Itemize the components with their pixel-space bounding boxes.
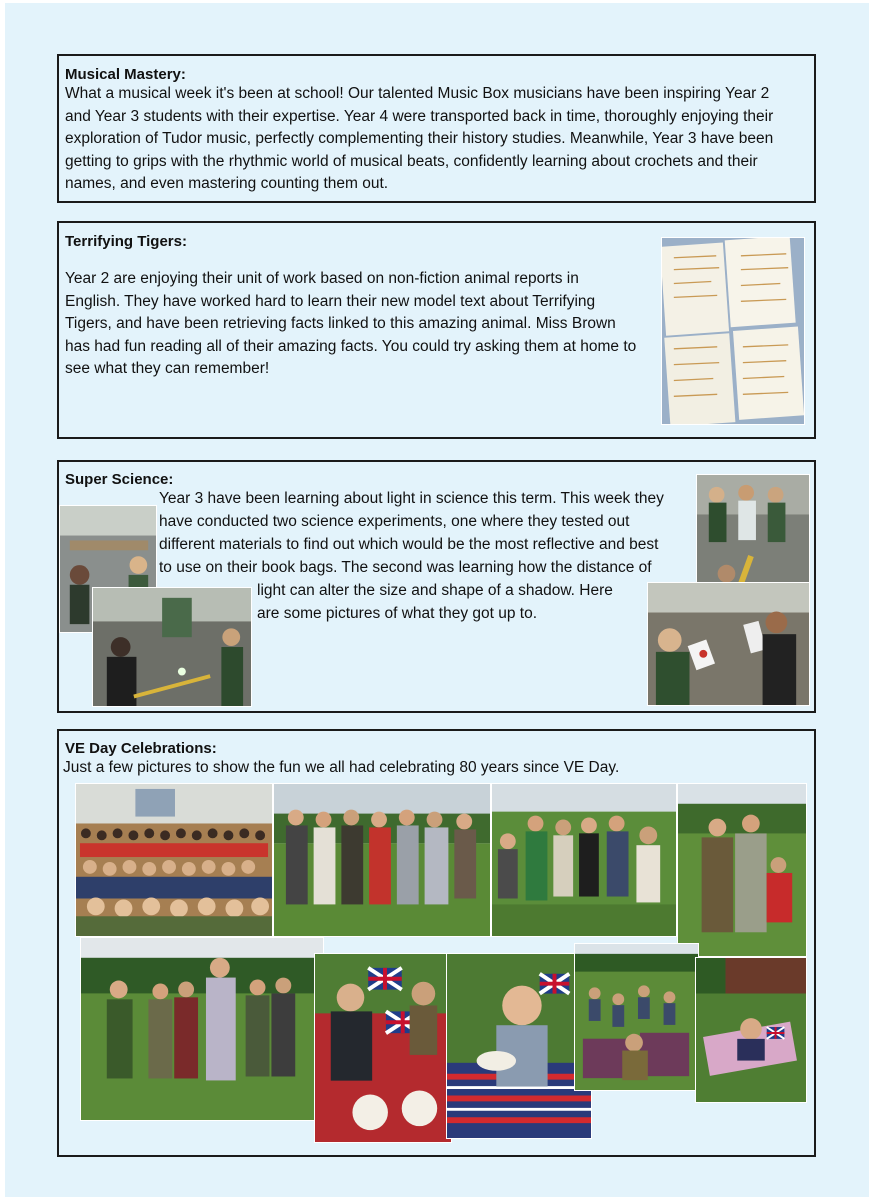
body-line: English. They have worked hard to learn their new model text about Terrifying [65, 292, 596, 310]
ve-day-children-photo [491, 783, 677, 937]
section-body: Just a few pictures to show the fun we all had celebrating 80 years since VE Day. [63, 759, 620, 776]
tiger-writing-photo [661, 237, 805, 425]
body-line: getting to grips with the rhythmic world of musical beats, confidently learning about crochets and their [65, 152, 758, 170]
musical-mastery-section [57, 54, 816, 203]
section-body-line: to use on their book bags. The second was learning how the distance of [159, 559, 652, 576]
section-title: Musical Mastery: [65, 66, 186, 83]
body-line: and Year 3 students with their expertise. Year 4 were transported back in time, thoroughly enjoying their [65, 107, 774, 125]
ve-day-adults-child-photo [677, 783, 807, 957]
section-title: Terrifying Tigers: [65, 233, 187, 250]
body-line: names, and even mastering counting them out. [65, 175, 389, 192]
super-science-section [57, 460, 816, 713]
ve-day-section [57, 729, 816, 1157]
ve-day-field-photo [574, 943, 699, 1091]
body-line: exploration of Tudor music, perfectly complementing their history studies. Meanwhile, Year 3 have been [65, 130, 774, 147]
section-body-line: light can alter the size and shape of a shadow. Here [257, 582, 613, 599]
section-body-line: Year 3 have been learning about light in science this term. This week they [159, 490, 664, 507]
ve-day-picnic-boy-photo [314, 953, 452, 1143]
section-body-line: different materials to find out which would be the most reflective and best [159, 536, 659, 553]
body-line: Tigers, and have been retrieving facts linked to this amazing animal. Miss Brown [65, 315, 616, 332]
ve-day-fancy-dress-photo [80, 937, 324, 1121]
ve-day-picnic-child-photo [446, 953, 592, 1139]
section-body [65, 268, 665, 381]
ve-day-picnic-field-photo [695, 957, 807, 1103]
body-line: has had fun reading all of their amazing facts. You could try asking them at home to [65, 337, 637, 355]
section-body [65, 83, 815, 196]
science-experiment-photo [647, 582, 810, 706]
body-line: see what they can remember! [65, 360, 270, 377]
ve-day-hall-photo [75, 783, 273, 937]
section-body-line: are some pictures of what they got up to. [257, 605, 538, 622]
body-line: What a musical week it's been at school! Our talented Music Box musicians have been inspiring Year 2 [65, 85, 770, 102]
ve-day-staff-photo [273, 783, 491, 937]
section-title: VE Day Celebrations: [65, 740, 217, 757]
science-torch-photo [92, 587, 252, 707]
terrifying-tigers-section [57, 221, 816, 439]
section-body-line: have conducted two science experiments, one where they tested out [159, 513, 630, 530]
section-title: Super Science: [65, 471, 174, 488]
body-line: Year 2 are enjoying their unit of work based on non-fiction animal reports in [65, 270, 579, 287]
